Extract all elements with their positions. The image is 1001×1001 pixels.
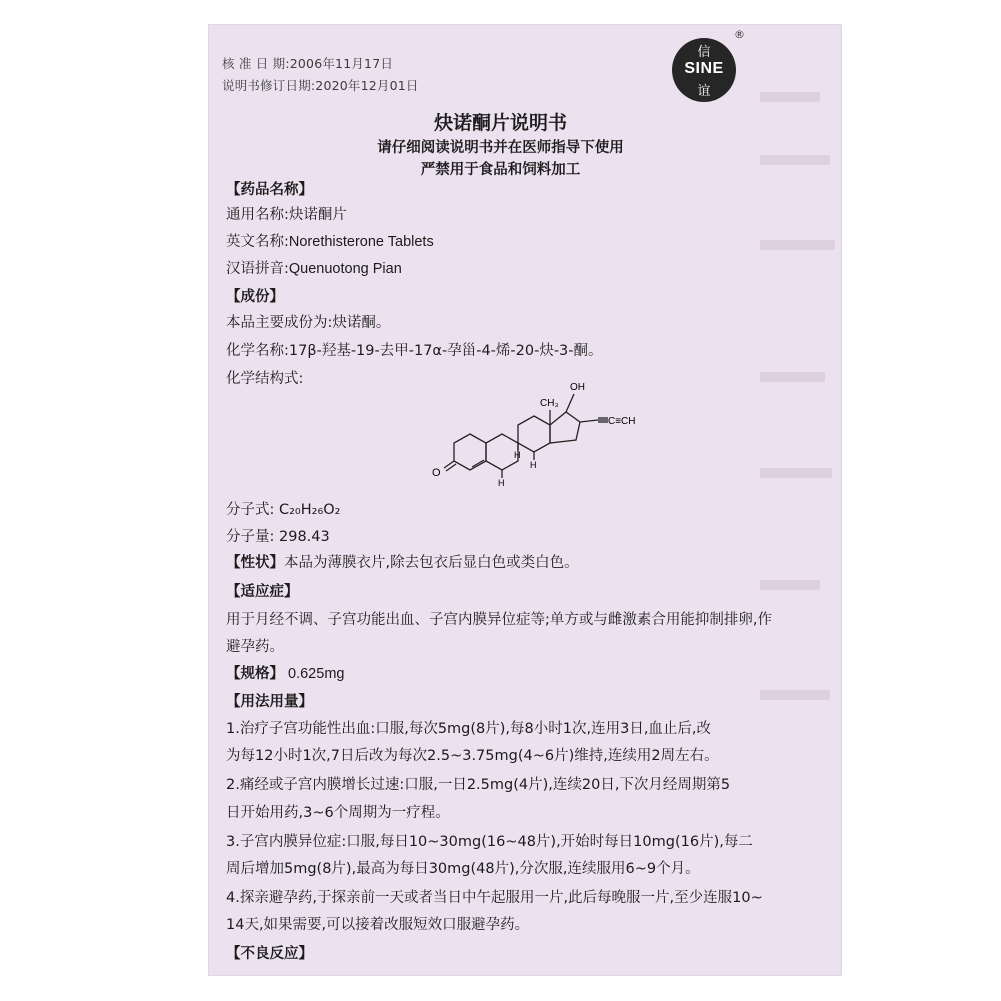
logo-char-top: 信 xyxy=(697,45,711,60)
usage-line: 3.子宫内膜异位症:口服,每日10~30mg(16~48片),开始时每日10mg(16片),每二 xyxy=(226,834,753,850)
main-ingredient: 本品主要成份为:炔诺酮。 xyxy=(226,315,391,331)
structure-label: 化学结构式: xyxy=(226,371,304,387)
generic-name-value: 炔诺酮片 xyxy=(288,207,347,223)
pinyin-row xyxy=(226,257,402,278)
english-name-label: 英文名称: xyxy=(226,234,289,250)
english-name-value: Norethisterone Tablets xyxy=(288,234,434,250)
logo-char-bottom: 谊 xyxy=(697,84,711,99)
pinyin-label: 汉语拼音: xyxy=(226,261,289,277)
section-heading-adverse-reactions: 【不良反应】 xyxy=(226,946,313,962)
section-heading-drug-name: 【药品名称】 xyxy=(226,182,313,198)
usage-line: 2.痛经或子宫内膜增长过速:口服,一日2.5mg(4片),连续20日,下次月经周期第5 xyxy=(226,777,731,793)
pinyin-value: Quenuotong Pian xyxy=(288,261,402,277)
section-heading-composition: 【成份】 xyxy=(226,289,284,305)
bleed-through-line xyxy=(760,580,820,590)
molecular-weight: 分子量: 298.43 xyxy=(226,529,330,545)
section-heading-spec: 【规格】 xyxy=(226,666,284,682)
usage-line: 1.治疗子宫功能性出血:口服,每次5mg(8片),每8小时1次,连用3日,血止后,改 xyxy=(226,721,712,737)
section-heading-properties: 【性状】 xyxy=(226,555,284,571)
registered-mark: ® xyxy=(734,28,745,41)
structure-h-label: H xyxy=(498,478,505,488)
brand-logo xyxy=(672,38,736,102)
bleed-through-line xyxy=(760,468,832,478)
structure-h-label: H xyxy=(530,460,537,470)
approval-date: 核 准 日 期:2006年11月17日 xyxy=(222,56,394,71)
revision-date: 说明书修订日期:2020年12月01日 xyxy=(222,78,419,93)
usage-line: 日开始用药,3~6个周期为一疗程。 xyxy=(226,805,450,821)
section-heading-indications: 【适应症】 xyxy=(226,584,299,600)
chemical-name: 化学名称:17β-羟基-19-去甲-17α-孕甾-4-烯-20-炔-3-酮。 xyxy=(226,343,603,359)
english-name-row xyxy=(226,230,434,251)
bleed-through-line xyxy=(760,92,820,102)
structure-o-label: O xyxy=(432,467,441,479)
indications-line: 用于月经不调、子宫功能出血、子宫内膜异位症等;单方或与雌激素合用能抑制排卵,作 xyxy=(226,612,772,628)
usage-line: 周后增加5mg(8片),最高为每日30mg(48片),分次服,连续服用6~9个月。 xyxy=(226,861,700,877)
indications-line: 避孕药。 xyxy=(226,639,284,655)
logo-brand-text: SINE xyxy=(684,60,724,77)
structure-oh-label: OH xyxy=(570,382,585,393)
usage-line: 4.探亲避孕药,于探亲前一天或者当日中午起服用一片,此后每晚服一片,至少连服10~ xyxy=(226,890,763,906)
section-heading-usage: 【用法用量】 xyxy=(226,694,313,710)
usage-line: 14天,如果需要,可以接着改服短效口服避孕药。 xyxy=(226,917,530,933)
bleed-through-line xyxy=(760,372,825,382)
spec-row xyxy=(226,662,344,683)
bleed-through-line xyxy=(760,240,835,250)
usage-line: 为每12小时1次,7日后改为每次2.5~3.75mg(4~6片)维持,连续用2周左右。 xyxy=(226,748,719,764)
spec-value: 0.625mg xyxy=(284,666,345,682)
generic-name-row xyxy=(226,203,347,224)
subtitle-prohibited-use: 严禁用于食品和饲料加工 xyxy=(420,162,581,178)
subtitle-read-carefully: 请仔细阅读说明书并在医师指导下使用 xyxy=(377,140,624,156)
document-title: 炔诺酮片说明书 xyxy=(433,112,567,134)
structure-alkyne-label: C≡CH xyxy=(608,416,636,427)
chemical-structure-diagram xyxy=(430,372,650,502)
structure-h-label: H xyxy=(514,450,521,460)
properties-text: 本品为薄膜衣片,除去包衣后显白色或类白色。 xyxy=(284,555,579,571)
bleed-through-line xyxy=(760,690,830,700)
generic-name-label: 通用名称: xyxy=(226,207,289,223)
properties-row xyxy=(226,551,579,572)
molecular-formula: 分子式: C₂₀H₂₆O₂ xyxy=(226,502,341,518)
structure-ch3-label: CH₃ xyxy=(540,398,559,409)
